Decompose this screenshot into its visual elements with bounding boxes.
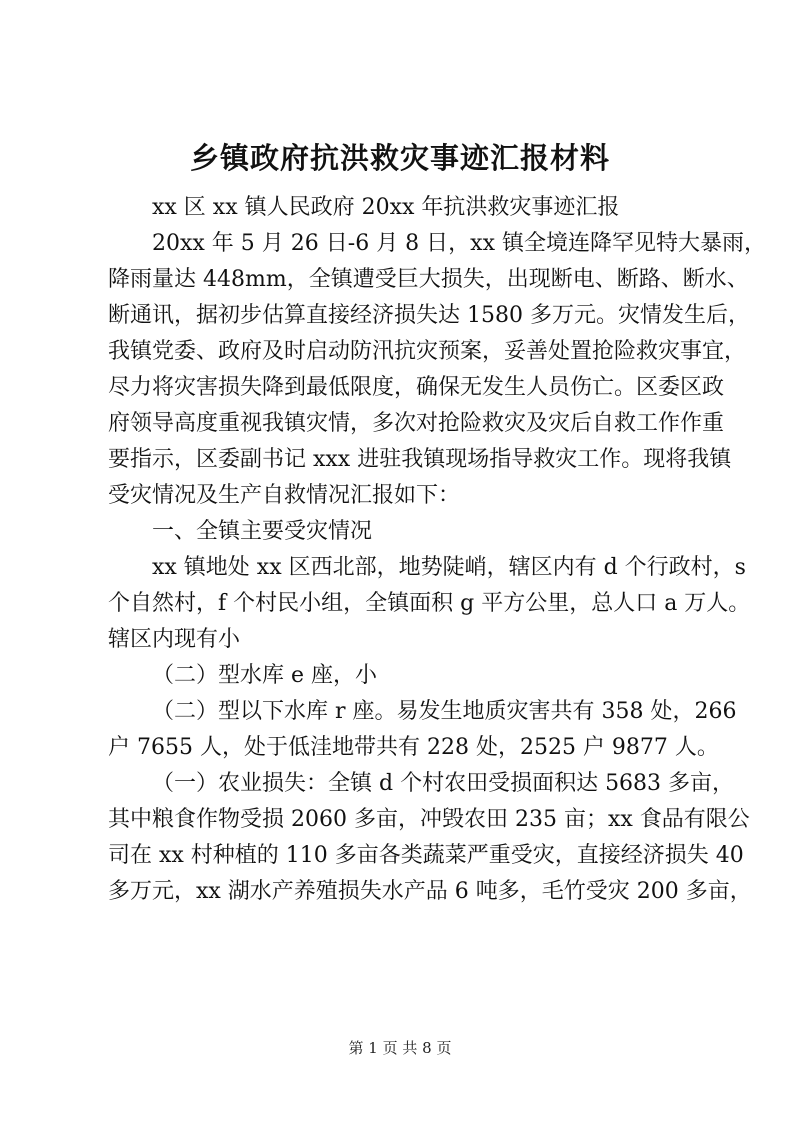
text-line: 断通讯，据初步估算直接经济损失达 1580 多万元。灾情发生后， [108,303,750,328]
text-line: xx 区 xx 镇人民政府 20xx 年抗洪救灾事迹汇报 [152,195,620,220]
text-line: 户 7655 人，处于低洼地带共有 228 处，2525 户 9877 人。 [108,735,719,760]
text-line: 个自然村，f 个村民小组，全镇面积 g 平方公里，总人口 a 万人。 [108,591,751,616]
text-line: 受灾情况及生产自救情况汇报如下： [108,483,461,508]
text-line: 其中粮食作物受损 2060 多亩，冲毁农田 235 亩；xx 食品有限公 [108,807,750,832]
text-line: 我镇党委、政府及时启动防汛抗灾预案，妥善处置抢险救灾事宜， [108,339,747,364]
text-line: （二）型以下水库 r 座。易发生地质灾害共有 358 处，266 [152,699,737,724]
page-footer: 第 1 页 共 8 页 [348,1039,452,1057]
text-line: 尽力将灾害损失降到最低限度，确保无发生人员伤亡。区委区政 [108,375,725,400]
text-line: 20xx 年 5 月 26 日-6 月 8 日，xx 镇全境连降罕见特大暴雨， [152,231,766,256]
text-line: 辖区内现有小 [108,627,241,652]
text-line: 要指示，区委副书记 xxx 进驻我镇现场指导救灾工作。现将我镇 [108,447,732,472]
document-body [108,190,766,910]
text-line: （二）型水库 e 座，小 [152,663,378,688]
text-line: 府领导高度重视我镇灾情，多次对抢险救灾及灾后自救工作作重 [108,411,725,436]
text-line: （一）农业损失：全镇 d 个村农田受损面积达 5683 多亩， [152,771,735,796]
text-line: 多万元，xx 湖水产养殖损失水产品 6 吨多，毛竹受灾 200 多亩， [108,879,752,904]
section-heading: 一、全镇主要受灾情况 [152,519,373,544]
document-title: 乡镇政府抗洪救灾事迹汇报材料 [189,141,610,175]
text-line: 降雨量达 448mm，全镇遭受巨大损失，出现断电、断路、断水、 [108,267,749,292]
text-line: xx 镇地处 xx 区西北部，地势陡峭，辖区内有 d 个行政村，s [152,555,746,580]
text-line: 司在 xx 村种植的 110 多亩各类蔬菜严重受灾，直接经济损失 40 [108,843,744,868]
